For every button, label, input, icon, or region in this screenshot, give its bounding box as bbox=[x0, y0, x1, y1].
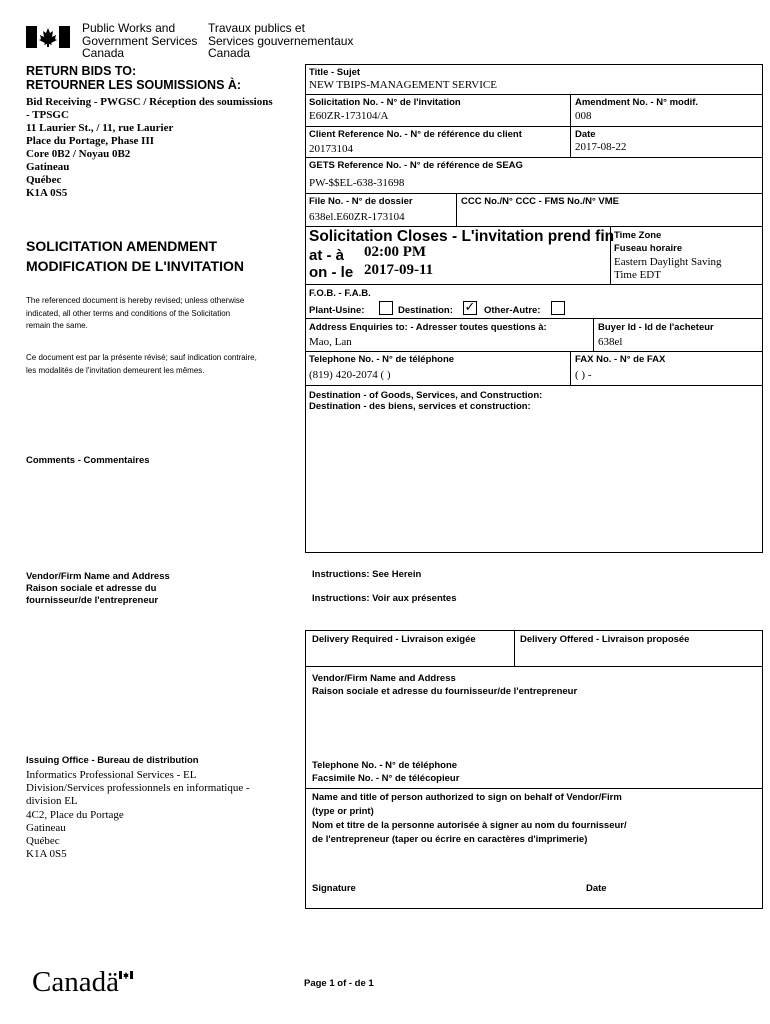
comments-label: Comments - Commentaires bbox=[26, 455, 150, 466]
plant-checkbox[interactable] bbox=[379, 301, 393, 315]
amendment-title: SOLICITATION AMENDMENT MODIFICATION DE L'INVITATION bbox=[26, 238, 244, 274]
return-bids-address: Bid Receiving - PWGSC / Réception des soumissions - TPSGC 11 Laurier St., / 11, rue Laurier Place du Portage, Phase III Core 0B2 / Noyau 0B2 Gatineau Québec K1A 0S5 bbox=[26, 96, 273, 199]
telephone-label: Telephone No. - N° de téléphone bbox=[309, 354, 455, 365]
destination-checkbox[interactable]: ✓ bbox=[464, 300, 476, 315]
delivery-offered-label: Delivery Offered - Livraison proposée bbox=[520, 634, 690, 645]
fob-label: F.O.B. - F.A.B. bbox=[309, 288, 371, 299]
destination-goods-label: Destination - of Goods, Services, and Construction: Destination - des biens, services et construction: bbox=[309, 390, 543, 412]
gets-reference-value: PW-$$EL-638-31698 bbox=[309, 177, 405, 189]
solicitation-no-value: E60ZR-173104/A bbox=[309, 110, 389, 122]
delivery-required-label: Delivery Required - Livraison exigée bbox=[312, 634, 476, 645]
enquiries-value: Mao, Lan bbox=[309, 336, 352, 348]
buyer-id-label: Buyer Id - Id de l'acheteur bbox=[598, 322, 714, 333]
time-zone-value: Eastern Daylight Saving Time EDT bbox=[614, 256, 722, 281]
file-no-label: File No. - N° de dossier bbox=[309, 196, 413, 207]
department-name-en: Public Works and Government Services Canada bbox=[82, 21, 198, 60]
destination-label: Destination: bbox=[398, 305, 453, 316]
file-no-value: 638el.E60ZR-173104 bbox=[309, 211, 405, 223]
client-reference-label: Client Reference No. - N° de référence du client bbox=[309, 129, 522, 140]
title-value: NEW TBIPS-MANAGEMENT SERVICE bbox=[309, 79, 497, 91]
vendor-box-name-label: Vendor/Firm Name and Address Raison sociale et adresse du fournisseur/de l'entrepreneur bbox=[312, 673, 578, 697]
enquiries-label: Address Enquiries to: - Adresser toutes questions à: bbox=[309, 322, 547, 333]
closing-label: Solicitation Closes - L'invitation prend fin bbox=[309, 228, 615, 245]
vendor-contact-labels: Telephone No. - N° de téléphone Facsimile No. - N° de télécopieur bbox=[312, 760, 460, 784]
signature-date-label: Date bbox=[586, 883, 607, 894]
date-label: Date bbox=[575, 129, 596, 140]
fax-value: ( ) - bbox=[575, 369, 592, 381]
wordmark-flag-icon bbox=[119, 966, 133, 974]
closing-at-label: at - à bbox=[309, 247, 345, 264]
client-reference-value: 20173104 bbox=[309, 143, 353, 155]
amendment-no-value: 008 bbox=[575, 110, 592, 122]
closing-date-value: 2017-09-11 bbox=[364, 262, 434, 278]
buyer-id-value: 638el bbox=[598, 336, 623, 348]
return-bids-title: RETURN BIDS TO: RETOURNER LES SOUMISSIONS À: bbox=[26, 64, 242, 92]
amendment-text-en: The referenced document is hereby revised; unless otherwise indicated, all other terms and conditions of the Solicitation remain the same. bbox=[26, 296, 245, 330]
canada-flag-icon bbox=[26, 26, 70, 48]
time-zone-label: Time Zone Fuseau horaire bbox=[614, 230, 683, 254]
amendment-text-fr: Ce document est par la présente révisé; sauf indication contraire, les modalités de l'invitation demeurent les mêmes. bbox=[26, 353, 257, 375]
other-label: Other-Autre: bbox=[484, 305, 541, 316]
solicitation-no-label: Solicitation No. - N° de l'invitation bbox=[309, 97, 461, 108]
issuing-office-address: Informatics Professional Services - EL Division/Services professionnels en informatique - division EL 4C2, Place du Portage Gatineau Québec K1A 0S5 bbox=[26, 769, 250, 861]
amendment-no-label: Amendment No. - N° modif. bbox=[575, 97, 699, 108]
closing-time-value: 02:00 PM bbox=[364, 244, 427, 260]
ccc-no-label: CCC No./N° CCC - FMS No./N° VME bbox=[461, 196, 620, 207]
signature-label: Signature bbox=[312, 883, 356, 894]
telephone-value: (819) 420-2074 ( ) bbox=[309, 369, 391, 381]
vendor-name-label: Vendor/Firm Name and Address Raison sociale et adresse du fournisseur/de l'entrepreneur bbox=[26, 571, 170, 606]
instructions-en: Instructions: See Herein bbox=[312, 569, 422, 580]
issuing-office-label: Issuing Office - Bureau de distribution bbox=[26, 755, 199, 766]
instructions-fr: Instructions: Voir aux présentes bbox=[312, 593, 457, 604]
page-number: Page 1 of - de 1 bbox=[304, 978, 374, 989]
department-name-fr: Travaux publics et Services gouvernementaux Canada bbox=[208, 21, 354, 60]
closing-on-label: on - le bbox=[309, 264, 354, 281]
date-value: 2017-08-22 bbox=[575, 141, 627, 153]
authorized-person-label: Name and title of person authorized to sign on behalf of Vendor/Firm (type or print) Nom et titre de la personne autorisée à signer au nom du fournisseur/ de l'entrepreneur (taper ou écrire en caractères d'imprimerie) bbox=[312, 792, 627, 845]
gets-reference-label: GETS Reference No. - N° de référence de SEAG bbox=[309, 160, 523, 171]
fax-label: FAX No. - N° de FAX bbox=[575, 354, 666, 365]
other-checkbox[interactable] bbox=[551, 301, 565, 315]
plant-label: Plant-Usine: bbox=[309, 305, 365, 316]
canada-wordmark: Canadä bbox=[32, 966, 119, 998]
title-label: Title - Sujet bbox=[309, 67, 361, 78]
